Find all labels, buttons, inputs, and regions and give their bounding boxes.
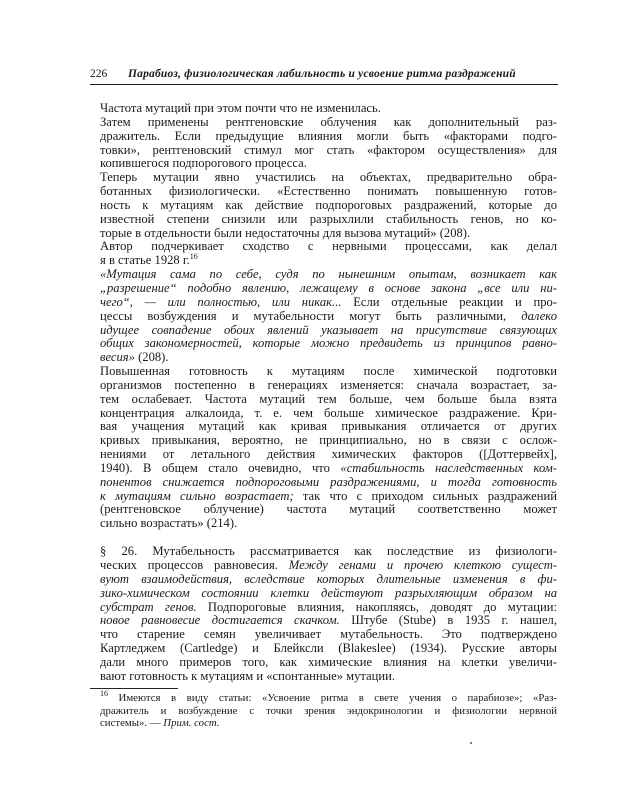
italic-text: вуют взаимодействия, вследствие которых длительные изменения в фи-	[100, 571, 557, 586]
text-span: дали много примеров того, как химические влияния на клетки увеличи-	[100, 654, 557, 669]
text-line	[100, 102, 557, 116]
paragraph	[100, 171, 557, 240]
text-span: Картледжем (Cartledge) и Блейксли (Blakeslee) (1934). Русские авторы	[100, 641, 557, 656]
text-span: вая учащения мутаций как кривая привыкания отличается от других	[100, 419, 557, 434]
page-number: 226	[90, 68, 108, 80]
paragraph	[100, 365, 557, 531]
text-span: Подпороговые влияния, накопляясь, доводят до мутации:	[196, 599, 557, 614]
text-line	[100, 393, 557, 407]
text-span: (рентгеновское облучение) частота мутаций соответственно может	[100, 502, 557, 517]
text-span: ность к мутациям как действие подпороговых раздражений, которые до	[100, 197, 557, 212]
text-line	[100, 337, 557, 351]
text-line	[100, 717, 557, 730]
text-line	[100, 490, 557, 504]
text-span: Автор подчеркивает сходство с нервными процессами, как делал	[100, 239, 557, 254]
text-span: тем ослабевает. Частота мутаций тем больше, чем больше была взята	[100, 391, 557, 406]
running-title: Парабиоз, физиологическая лабильность и усвоение ритма раздражений	[128, 68, 516, 80]
text-line	[100, 448, 557, 462]
text-line	[100, 407, 557, 421]
text-span: торые в отдельности были недостаточны для вызова мутаций» (208).	[100, 225, 471, 240]
text-line	[100, 116, 557, 130]
text-line	[100, 503, 557, 517]
italic-text: общих закономерностей, которые можно предвидеть из принципов равно-	[100, 336, 557, 351]
footnote-ref: 16	[189, 252, 198, 262]
italic-text: весия»	[100, 350, 135, 365]
italic-text: к мутациям сильно возрастает;	[100, 488, 294, 503]
text-line	[100, 642, 557, 656]
italic-text: новое равновесие достигается скачком.	[100, 613, 340, 628]
text-line	[100, 434, 557, 448]
paragraph	[100, 116, 557, 171]
text-line	[100, 628, 557, 642]
text-span: что старение семян увеличивает мутабельность. Это подтверждено	[100, 627, 557, 642]
paragraph	[100, 102, 557, 116]
text-line	[100, 517, 557, 531]
text-line	[100, 268, 557, 282]
text-span: организмов постепенно в генерациях изменяется: сначала возрастает, за-	[100, 377, 557, 392]
text-span: § 26. Мутабельность рассматривается как последствие из физиологи-	[100, 544, 557, 559]
paragraph	[100, 268, 557, 365]
text-line	[100, 296, 557, 310]
text-span: Частота мутаций при этом почти что не изменилась.	[100, 101, 381, 115]
text-line	[100, 670, 557, 684]
text-span: Штубе (Stube) в 1935 г. нашел,	[339, 613, 557, 628]
text-span: Если отдельные реакции и про-	[341, 294, 557, 309]
text-line	[100, 171, 557, 185]
text-line	[100, 420, 557, 434]
text-line	[100, 559, 557, 573]
running-header	[90, 68, 558, 85]
text-span: копившегося подпорогового процесса.	[100, 156, 307, 171]
text-span: я в статье 1928 г.	[100, 253, 190, 268]
text-span: Повышенная готовность к мутациям после химической подготовки	[100, 364, 557, 379]
text-line	[100, 614, 557, 628]
text-line	[100, 199, 557, 213]
text-span: сильно возрастать» (214).	[100, 516, 238, 531]
text-span: Имеются в виду статьи: «Усвоение ритма в свете учения о парабиозе»; «Раз-	[108, 692, 557, 704]
italic-text: субстрат генов.	[100, 599, 197, 614]
text-line	[100, 601, 557, 615]
scan-speck	[470, 742, 472, 744]
text-span: дражитель. Если предыдущие влияния могли быть «факторами подго-	[100, 128, 557, 143]
italic-text: понентов снижается подпороговыми раздражениями, и тогда готовность	[100, 474, 557, 489]
text-span: известной степени снизили или разрыхлили стабильность генов, но ко-	[100, 211, 557, 226]
text-line	[100, 573, 557, 587]
italic-text: «Мутация сама по себе, судя по нынешним опытам, возникает как	[100, 267, 557, 282]
text-line	[100, 227, 557, 241]
italic-text: далеко	[521, 308, 557, 323]
text-line	[100, 144, 557, 158]
footnote-ref: 16	[100, 689, 108, 698]
text-span: цессы возбуждения и мутабельности могут быть различными,	[100, 308, 522, 323]
text-line	[100, 545, 557, 559]
text-line	[100, 587, 557, 601]
text-span: вают готовность к мутациям и «спонтанные» мутации.	[100, 668, 395, 683]
text-line	[100, 130, 557, 144]
italic-text: «стабильность наследственных ком-	[340, 460, 557, 475]
text-span: товки», рентгеновский стимул мог стать «фактором осуществления» для	[100, 142, 557, 157]
text-span: 1940). В общем стало очевидно, что	[100, 460, 341, 475]
text-span: Затем применены рентгеновские облучения как дополнительный раз-	[100, 114, 557, 129]
text-line	[100, 157, 557, 171]
text-line	[100, 656, 557, 670]
italic-text: идущее совпадение обоих явлений указывает на присутствие связующих	[100, 322, 557, 337]
section-gap	[100, 531, 557, 545]
text-line	[100, 365, 557, 379]
text-span: ботанных физиологически. «Естественно понимать повышенную готов-	[100, 184, 557, 199]
text-line	[100, 476, 557, 490]
text-line	[100, 379, 557, 393]
italic-text: чего“, — или полностью, или никак...	[100, 294, 342, 309]
text-line	[100, 254, 557, 268]
text-span: нениями от летального действия химических факторов ([Доттервейх],	[100, 447, 557, 462]
text-span: дражитель и возбуждение с точки зрения эндокринологии и физиологии нервной	[100, 704, 557, 717]
text-line	[100, 213, 557, 227]
italic-text: Прим. сост.	[163, 717, 220, 729]
text-line	[100, 462, 557, 476]
text-span: кривых привыкания, вероятно, не принципиально, но в связи с ослож-	[100, 433, 557, 448]
text-span: ческих процессов равновесия.	[100, 558, 289, 572]
text-span: так что с приходом сильных раздражений	[293, 488, 557, 503]
text-line	[100, 689, 557, 705]
paragraph	[100, 545, 557, 683]
italic-text: Между генами и прочею клеткою сущест-	[288, 558, 557, 572]
text-span: (208).	[134, 350, 169, 365]
text-span: системы». —	[100, 717, 164, 729]
paragraph	[100, 240, 557, 268]
text-line	[100, 282, 557, 296]
text-line	[100, 310, 557, 324]
italic-text: „разрешение“ подобно явлению, лежащему в основе закона „все или ни-	[100, 280, 557, 295]
italic-text: зико-химическом состоянии клетки действуют разрыхляющим образом на	[100, 585, 557, 600]
main-text	[100, 102, 557, 684]
footnote	[100, 689, 557, 730]
text-span: концентрация алкалоида, т. е. чем больше химическое раздражение. Кри-	[100, 405, 557, 420]
text-line	[100, 351, 557, 365]
text-span: Теперь мутации явно участились на объектах, предварительно обра-	[100, 170, 557, 185]
text-line	[100, 324, 557, 338]
text-line	[100, 185, 557, 199]
text-line	[100, 705, 557, 718]
